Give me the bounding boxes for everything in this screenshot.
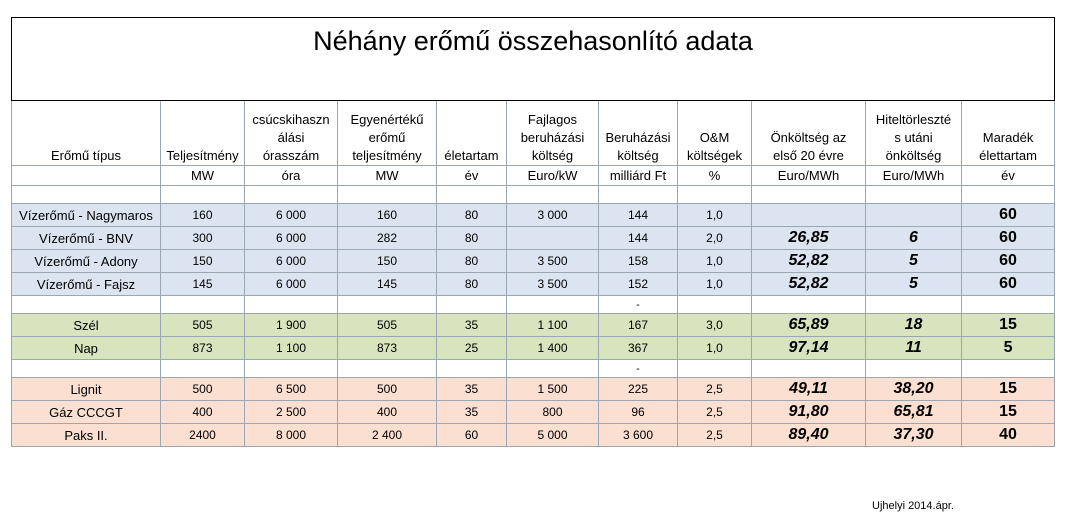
value-cell: 15 xyxy=(962,378,1055,401)
value-cell: 282 xyxy=(338,227,437,250)
table-row xyxy=(12,273,1055,296)
table-row xyxy=(12,337,1055,360)
spacer-cell xyxy=(962,186,1055,204)
plant-name-cell: Szél xyxy=(12,314,161,337)
value-cell: 1,0 xyxy=(678,337,752,360)
value-cell: 89,40 xyxy=(752,424,866,447)
value-cell: 505 xyxy=(161,314,245,337)
table-row xyxy=(12,314,1055,337)
column-header xyxy=(599,101,678,166)
value-cell: 38,20 xyxy=(866,378,962,401)
page-title: Néhány erőmű összehasonlító adata xyxy=(313,26,753,56)
spacer-cell xyxy=(752,360,866,378)
value-cell: 160 xyxy=(161,204,245,227)
column-header-line: élettartam xyxy=(979,148,1037,163)
value-cell: 500 xyxy=(161,378,245,401)
comparison-sheet xyxy=(11,17,1055,447)
units-row xyxy=(12,166,1055,186)
spacer-cell xyxy=(599,186,678,204)
value-cell: 873 xyxy=(338,337,437,360)
unit-cell: Euro/MWh xyxy=(752,166,866,186)
value-cell: 60 xyxy=(437,424,507,447)
value-cell: 150 xyxy=(161,250,245,273)
value-cell: 1,0 xyxy=(678,273,752,296)
table-row xyxy=(12,401,1055,424)
column-header xyxy=(962,101,1055,166)
column-header xyxy=(245,101,338,166)
value-cell: 225 xyxy=(599,378,678,401)
value-cell: 6 000 xyxy=(245,273,338,296)
spacer-cell xyxy=(161,360,245,378)
value-cell: 3 000 xyxy=(507,204,599,227)
unit-cell: Euro/kW xyxy=(507,166,599,186)
value-cell: 80 xyxy=(437,227,507,250)
value-cell: 3 600 xyxy=(599,424,678,447)
plant-name-cell: Vízerőmű - Nagymaros xyxy=(12,204,161,227)
author-date-footer: Ujhelyi 2014.ápr. xyxy=(872,500,954,512)
value-cell: 145 xyxy=(338,273,437,296)
spacer-cell xyxy=(437,186,507,204)
table-row xyxy=(12,378,1055,401)
value-cell: 6 xyxy=(866,227,962,250)
value-cell: 25 xyxy=(437,337,507,360)
column-header-line: első 20 évre xyxy=(773,148,844,163)
column-header-line: teljesítmény xyxy=(352,148,422,163)
plant-name-cell: Vízerőmű - Adony xyxy=(12,250,161,273)
value-cell: 2,0 xyxy=(678,227,752,250)
unit-cell: milliárd Ft xyxy=(599,166,678,186)
table-row xyxy=(12,424,1055,447)
spacer-cell xyxy=(752,186,866,204)
value-cell: 800 xyxy=(507,401,599,424)
value-cell: 400 xyxy=(338,401,437,424)
value-cell: 3 500 xyxy=(507,273,599,296)
value-cell: 6 000 xyxy=(245,227,338,250)
unit-cell: % xyxy=(678,166,752,186)
value-cell: 5 000 xyxy=(507,424,599,447)
spacer-cell xyxy=(245,360,338,378)
comparison-table xyxy=(11,17,1055,447)
column-header-line: Teljesítmény xyxy=(166,148,239,163)
value-cell: 37,30 xyxy=(866,424,962,447)
value-cell: 60 xyxy=(962,273,1055,296)
value-cell: 145 xyxy=(161,273,245,296)
value-cell: 65,89 xyxy=(752,314,866,337)
value-cell: 2400 xyxy=(161,424,245,447)
value-cell: 97,14 xyxy=(752,337,866,360)
spacer-cell xyxy=(437,296,507,314)
value-cell: 1 100 xyxy=(507,314,599,337)
column-header-line: álási xyxy=(277,130,305,145)
spacer-cell xyxy=(678,360,752,378)
value-cell: 18 xyxy=(866,314,962,337)
value-cell: 35 xyxy=(437,401,507,424)
plant-name-cell: Paks II. xyxy=(12,424,161,447)
spacer-cell xyxy=(12,296,161,314)
value-cell: 150 xyxy=(338,250,437,273)
column-header-line: Beruházási xyxy=(605,130,671,145)
unit-cell: MW xyxy=(338,166,437,186)
value-cell: 60 xyxy=(962,227,1055,250)
value-cell: 40 xyxy=(962,424,1055,447)
spacer-cell xyxy=(338,296,437,314)
column-header-line: önköltség xyxy=(885,148,942,163)
value-cell: 3,0 xyxy=(678,314,752,337)
value-cell: 144 xyxy=(599,227,678,250)
value-cell: 60 xyxy=(962,204,1055,227)
spacer-row xyxy=(12,360,1055,378)
column-header-line: Fajlagos xyxy=(527,112,578,127)
column-header-line: Maradék xyxy=(982,130,1034,145)
header-row xyxy=(12,101,1055,166)
column-header-line: Önköltség az xyxy=(770,130,847,145)
value-cell: 60 xyxy=(962,250,1055,273)
value-cell: 35 xyxy=(437,378,507,401)
column-header-line: költség xyxy=(531,148,574,163)
spacer-cell xyxy=(437,360,507,378)
value-cell: 1,0 xyxy=(678,204,752,227)
column-header xyxy=(437,101,507,166)
spacer-cell xyxy=(12,186,161,204)
value-cell: 80 xyxy=(437,204,507,227)
spacer-cell xyxy=(678,296,752,314)
column-header-line: Hiteltörleszté xyxy=(875,112,952,127)
spacer-cell xyxy=(338,360,437,378)
value-cell: 15 xyxy=(962,314,1055,337)
value-cell: 5 xyxy=(962,337,1055,360)
spacer-cell xyxy=(12,360,161,378)
value-cell: 11 xyxy=(866,337,962,360)
value-cell: 96 xyxy=(599,401,678,424)
value-cell: 6 500 xyxy=(245,378,338,401)
value-cell: 5 xyxy=(866,250,962,273)
value-cell: 500 xyxy=(338,378,437,401)
column-header-line: s utáni xyxy=(894,130,933,145)
column-header-line: órasszám xyxy=(262,148,320,163)
spacer-cell xyxy=(507,186,599,204)
spacer-row xyxy=(12,296,1055,314)
value-cell: 52,82 xyxy=(752,273,866,296)
value-cell: 1 100 xyxy=(245,337,338,360)
value-cell: 1 500 xyxy=(507,378,599,401)
value-cell: 2,5 xyxy=(678,378,752,401)
spacer-cell xyxy=(962,296,1055,314)
value-cell: 160 xyxy=(338,204,437,227)
value-cell xyxy=(507,227,599,250)
value-cell: 2 400 xyxy=(338,424,437,447)
column-header xyxy=(678,101,752,166)
spacer-cell xyxy=(866,360,962,378)
spacer-cell xyxy=(245,186,338,204)
column-header xyxy=(338,101,437,166)
value-cell: 1,0 xyxy=(678,250,752,273)
column-header-line: csúcskihaszn xyxy=(252,112,330,127)
column-header xyxy=(866,101,962,166)
column-header-line: Egyenértékű xyxy=(350,112,424,127)
value-cell: 49,11 xyxy=(752,378,866,401)
plant-name-cell: Lignit xyxy=(12,378,161,401)
value-cell: 300 xyxy=(161,227,245,250)
column-header-line: életartam xyxy=(444,148,499,163)
table-row xyxy=(12,250,1055,273)
unit-cell: Euro/MWh xyxy=(866,166,962,186)
value-cell: 1 400 xyxy=(507,337,599,360)
value-cell: 1 900 xyxy=(245,314,338,337)
table-row xyxy=(12,227,1055,250)
spacer-cell xyxy=(866,296,962,314)
column-header xyxy=(12,101,161,166)
spacer-cell xyxy=(866,186,962,204)
column-header xyxy=(507,101,599,166)
column-header-line: erőmű xyxy=(368,130,406,145)
spacer-cell: - xyxy=(599,296,678,314)
title-cell xyxy=(12,18,1055,101)
column-header xyxy=(161,101,245,166)
spacer-cell xyxy=(245,296,338,314)
value-cell: 6 000 xyxy=(245,204,338,227)
spacer-cell xyxy=(161,296,245,314)
value-cell: 8 000 xyxy=(245,424,338,447)
spacer-cell xyxy=(161,186,245,204)
value-cell xyxy=(866,204,962,227)
spacer-cell xyxy=(678,186,752,204)
value-cell: 167 xyxy=(599,314,678,337)
spacer-cell xyxy=(752,296,866,314)
value-cell: 400 xyxy=(161,401,245,424)
unit-cell: óra xyxy=(245,166,338,186)
column-header-line: Erőmű típus xyxy=(50,148,122,163)
value-cell: 80 xyxy=(437,273,507,296)
spacer-cell: - xyxy=(599,360,678,378)
column-header-line: O&M xyxy=(699,130,730,145)
spacer-cell xyxy=(962,360,1055,378)
plant-name-cell: Gáz CCCGT xyxy=(12,401,161,424)
value-cell: 6 000 xyxy=(245,250,338,273)
spacer-cell xyxy=(507,360,599,378)
column-header xyxy=(752,101,866,166)
value-cell: 80 xyxy=(437,250,507,273)
table-row xyxy=(12,204,1055,227)
plant-name-cell: Nap xyxy=(12,337,161,360)
spacer-row xyxy=(12,186,1055,204)
value-cell: 35 xyxy=(437,314,507,337)
value-cell: 873 xyxy=(161,337,245,360)
unit-cell: év xyxy=(962,166,1055,186)
column-header-line: költség xyxy=(617,148,659,163)
plant-name-cell: Vízerőmű - BNV xyxy=(12,227,161,250)
value-cell: 2,5 xyxy=(678,424,752,447)
value-cell: 158 xyxy=(599,250,678,273)
spacer-cell xyxy=(507,296,599,314)
value-cell: 367 xyxy=(599,337,678,360)
unit-cell: MW xyxy=(161,166,245,186)
value-cell xyxy=(752,204,866,227)
value-cell: 52,82 xyxy=(752,250,866,273)
value-cell: 2,5 xyxy=(678,401,752,424)
column-header-line: beruházási xyxy=(520,130,585,145)
plant-name-cell: Vízerőmű - Fajsz xyxy=(12,273,161,296)
value-cell: 5 xyxy=(866,273,962,296)
value-cell: 2 500 xyxy=(245,401,338,424)
unit-cell: év xyxy=(437,166,507,186)
value-cell: 152 xyxy=(599,273,678,296)
value-cell: 15 xyxy=(962,401,1055,424)
spacer-cell xyxy=(338,186,437,204)
value-cell: 505 xyxy=(338,314,437,337)
value-cell: 65,81 xyxy=(866,401,962,424)
value-cell: 91,80 xyxy=(752,401,866,424)
value-cell: 3 500 xyxy=(507,250,599,273)
unit-cell xyxy=(12,166,161,186)
value-cell: 144 xyxy=(599,204,678,227)
value-cell: 26,85 xyxy=(752,227,866,250)
column-header-line: költségek xyxy=(687,148,742,163)
table-body xyxy=(12,18,1055,447)
